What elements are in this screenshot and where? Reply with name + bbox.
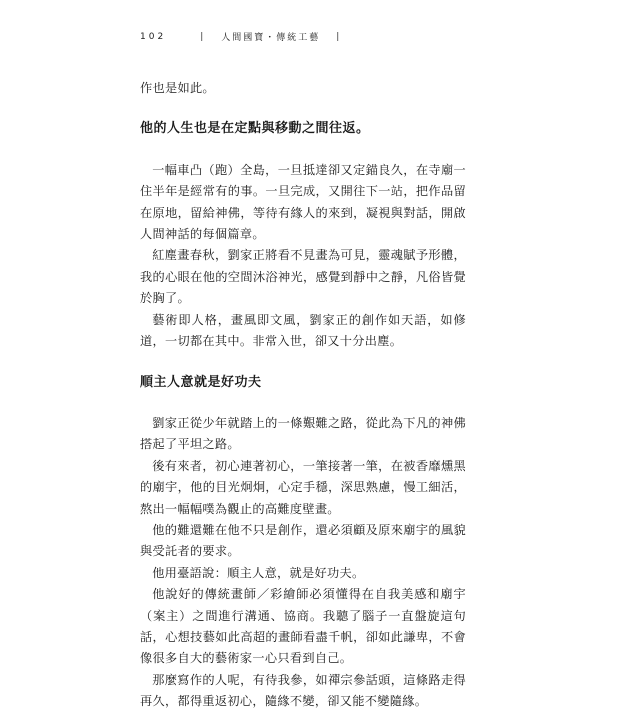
paragraph: 那麼寫作的人呢，有待我參，如禪宗參話頭，這條路走得再久，都得重返初心，隨緣不變，卻又能不變隨緣。 (140, 672, 466, 709)
header-divider-right: | (336, 31, 342, 42)
paragraph: 藝術即人格，畫風即文風，劉家正的創作如天語，如修道，一切都在其中。非常入世，卻又十分出塵。 (140, 312, 466, 349)
header-divider: | (200, 31, 206, 42)
paragraph: 他用臺語說：順主人意，就是好功夫。 (152, 565, 365, 580)
paragraph: 他說好的傳統畫師／彩繪師必須懂得在自我美感和廟宇（案主）之間進行溝通、協商。我聽了腦子一直盤旋這句話，心想技藝如此高超的畫師看盡千帆，卻如此謙卑，不會像很多自大的藝術家一心只看到自己。 (140, 587, 466, 666)
section-heading-1: 他的人生也是在定點與移動之間往返。 (140, 121, 370, 137)
paragraph: 一幅車凸（跑）全島，一旦抵達卻又定錨良久，在寺廟一住半年是經常有的事。一旦完成，又開往下一站，把作品留在原地，留給神佛，等待有緣人的來到，凝視與對話，開啟人間神話的每個篇章。 (140, 162, 466, 242)
paragraph: 紅塵畫春秋，劉家正將看不見畫為可見，靈魂賦予形體，我的心眼在他的空間沐浴神光，感覺到靜中之靜，凡俗皆覺於胸了。 (140, 248, 466, 306)
paragraph: 劉家正從少年就踏上的一條艱難之路，從此為下凡的神佛搭起了平坦之路。 (140, 415, 466, 452)
body-text (140, 78, 466, 713)
opening-line: 作也是如此。 (140, 81, 215, 95)
paragraph: 他的難還難在他不只是創作，還必須顧及原來廟宇的風貌與受託者的要求。 (140, 522, 466, 559)
page-number: 102 (140, 31, 167, 42)
section-heading-2: 順主人意就是好功夫 (140, 375, 262, 391)
paragraph: 後有來者，初心連著初心，一筆接著一筆，在被香靡燻黑的廟宇，他的目光炯炯，心定手穩，深思熟慮，慢工細活，熬出一幅幅噗為觀止的高難度壁畫。 (140, 458, 466, 516)
book-title: 人間國寶・傳統工藝 (221, 33, 321, 43)
running-header (140, 30, 357, 43)
